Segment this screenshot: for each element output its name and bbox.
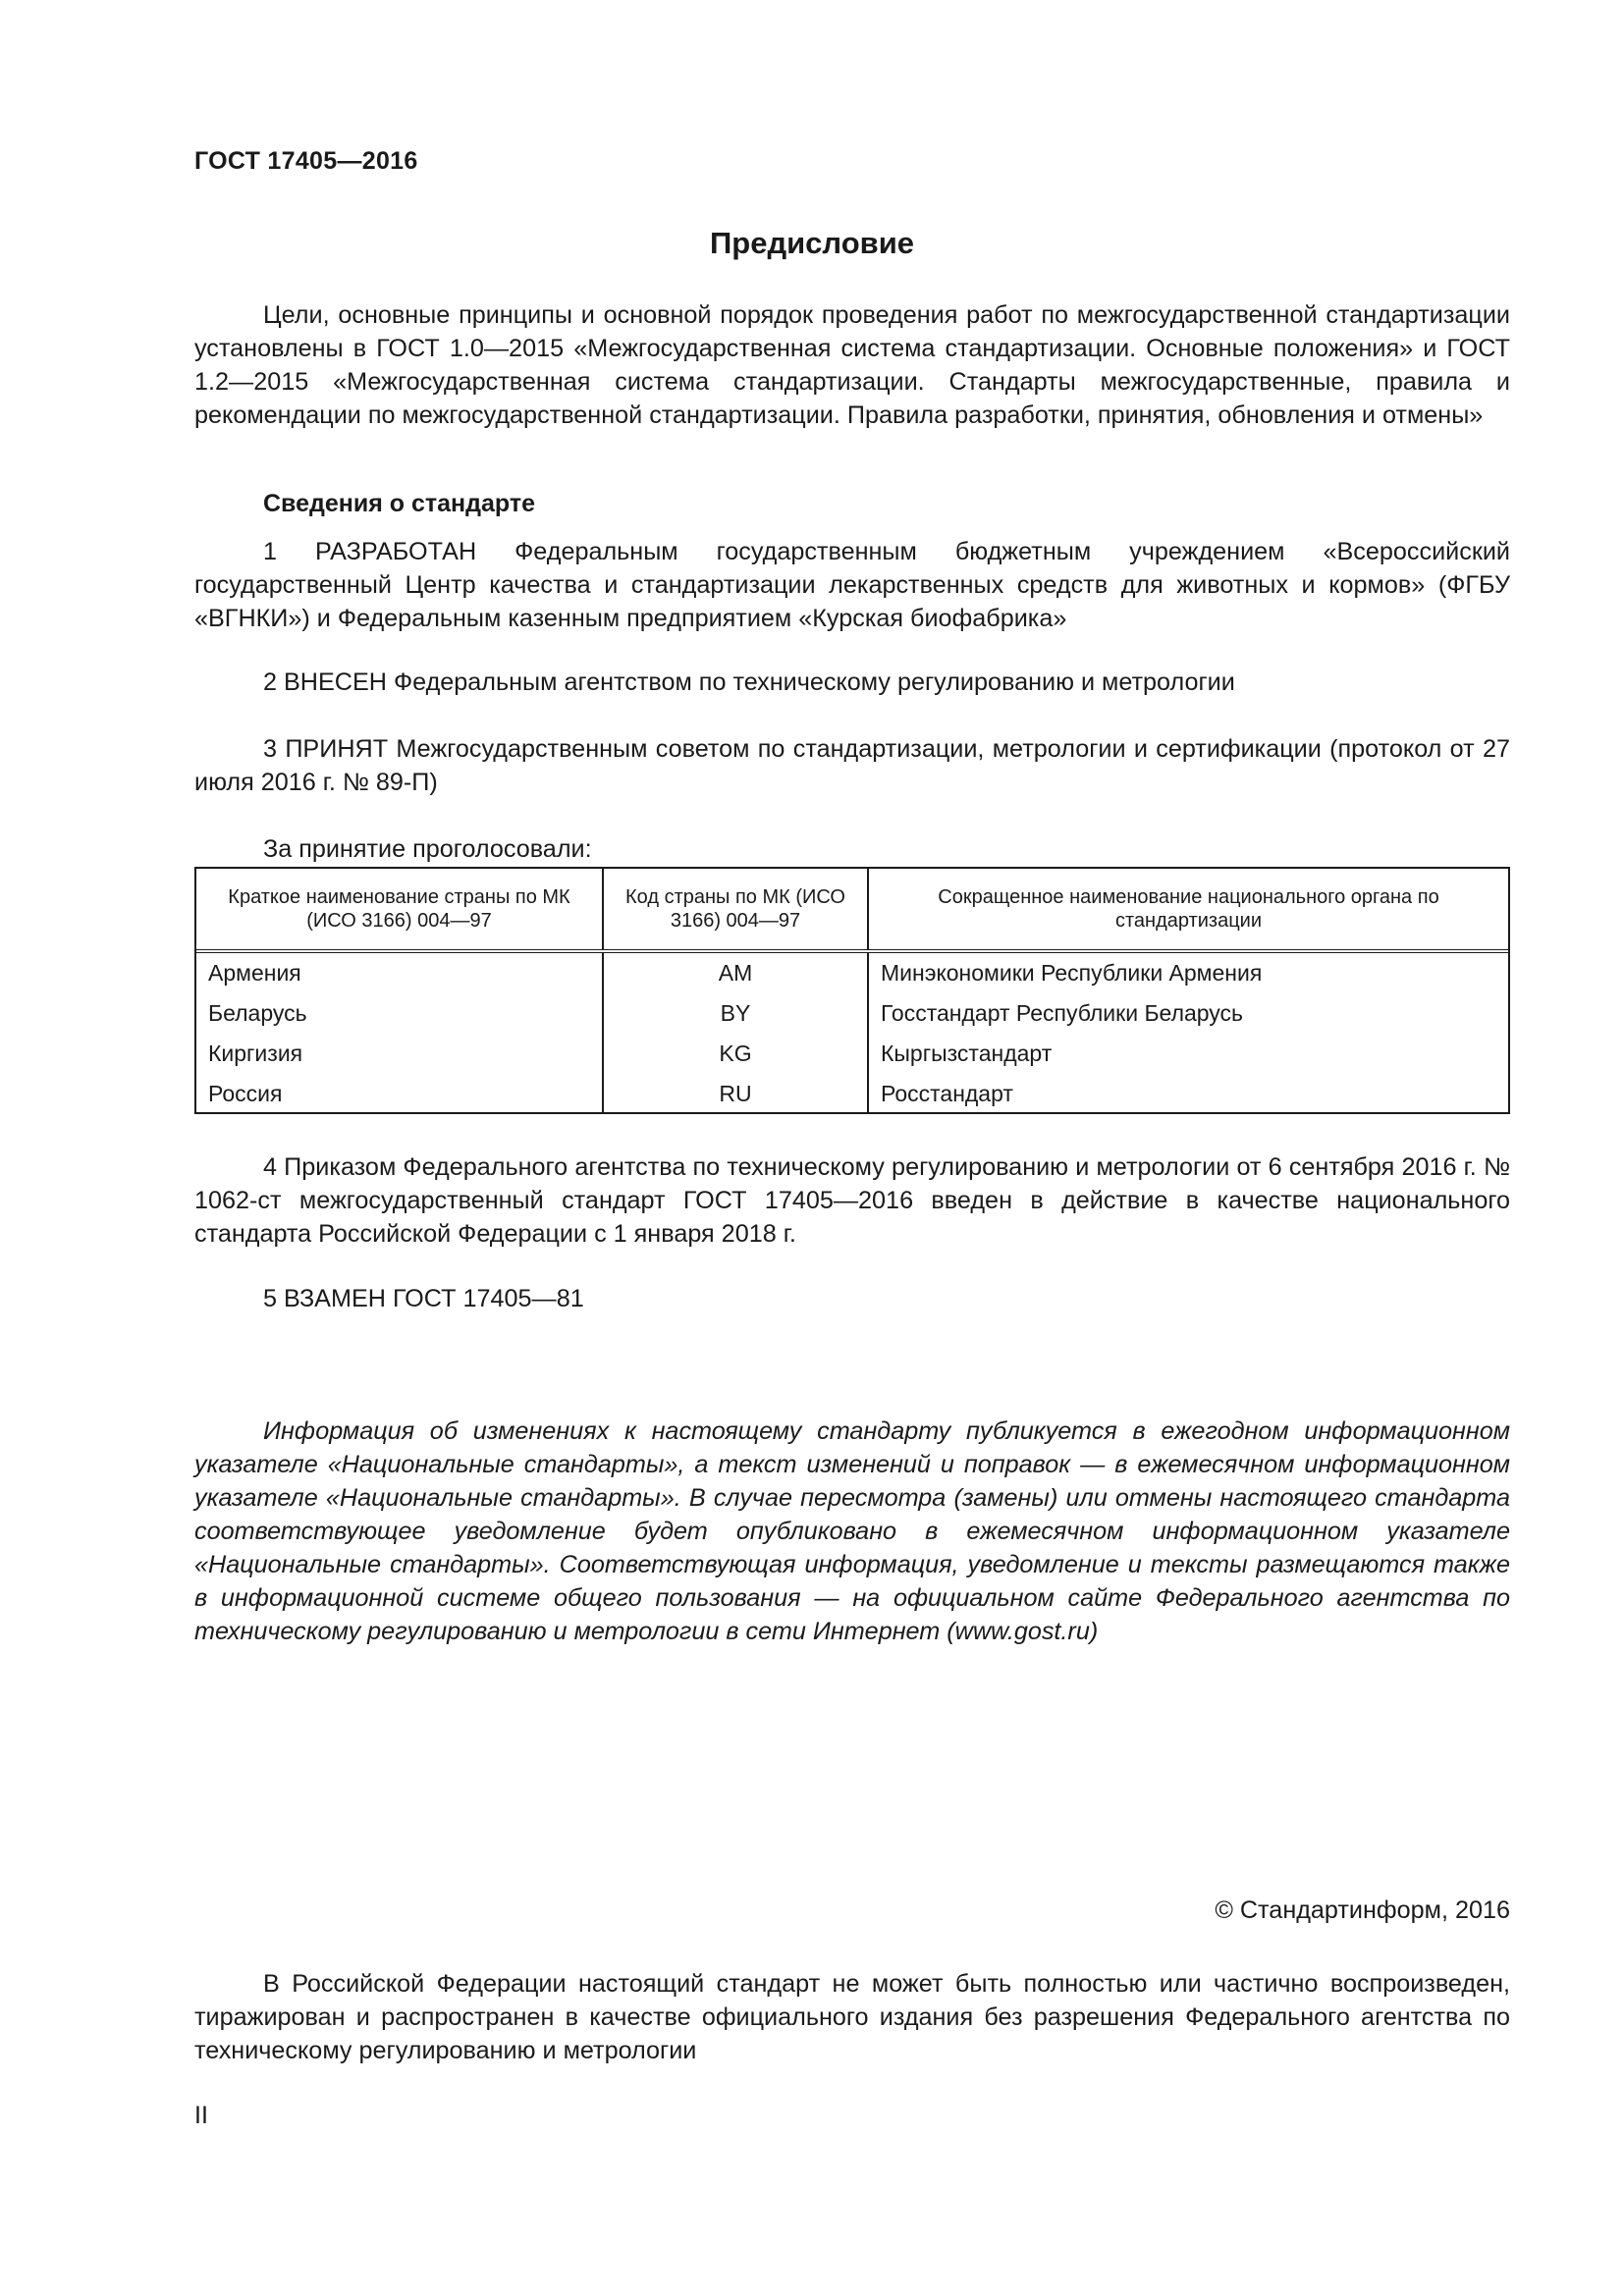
item-1-paragraph: 1 РАЗРАБОТАН Федеральным государственным бюджетным учреждением «Всероссийский государственный Центр качества и стандартизации лекарственных средств для животных и кормов» (ФГБУ «ВГНКИ») и Федеральным казенным предприятием «Курская биофабрика» [194, 538, 1510, 632]
header-national-body: Сокращенное наименование национального органа по стандартизации [938, 886, 1439, 932]
cell-code: KG [719, 1041, 752, 1066]
cell-country: Армения [208, 960, 301, 986]
document-code: ГОСТ 17405—2016 [194, 147, 418, 175]
column-country-names [196, 953, 604, 1112]
table-body [196, 953, 1508, 1112]
item-3-paragraph: 3 ПРИНЯТ Межгосударственным советом по стандартизации, метрологии и сертификации (протокол от 27 июля 2016 г. № 89-П) [194, 735, 1510, 796]
intro-paragraph: Цели, основные принципы и основной порядок проведения работ по межгосударственной стандартизации установлены в ГОСТ 1.0—2015 «Межгосударственная система стандартизации. Основные положения» и ГОСТ 1.2—2015 «Межгосударственная система стандартизации. Стандарты межгосударственные, правила и рекомендации по межгосударственной стандартизации. Правила разработки, принятия, обновления и отмены» [194, 301, 1510, 429]
reproduction-notice: В Российской Федерации настоящий стандарт не может быть полностью или частично воспроизведен, тиражирован и распространен в качестве официального издания без разрешения Федерального агентства по техническому регулированию и метрологии [194, 1970, 1510, 2064]
cell-country: Беларусь [208, 1000, 307, 1026]
cell-country: Киргизия [208, 1041, 303, 1066]
header-country-code: Код страны по МК (ИСО 3166) 004—97 [604, 869, 869, 949]
cell-code: BY [720, 1000, 751, 1026]
cell-national-body: Минэкономики Республики Армения [881, 960, 1263, 986]
cell-national-body: Росстандарт [881, 1081, 1013, 1106]
cell-code: RU [719, 1081, 752, 1106]
column-country-codes [604, 953, 869, 1112]
voted-label: За принятие проголосовали: [263, 835, 592, 863]
info-notice: Информация об изменениях к настоящему стандарту публикуется в ежегодном информационном указателе «Национальные стандарты», а текст изменений и поправок — в ежемесячном информационном указателе «Национальные стандарты». В случае пересмотра (замены) или отмены настоящего стандарта соответствующее уведомление будет опубликовано в ежемесячном информационном указателе «Национальные стандарты». Соответствующая информация, уведомление и тексты размещаются также в информационной системе общего пользования — на официальном сайте Федерального агентства по техническому регулированию и метрологии в сети Интернет (www.gost.ru) [194, 1417, 1510, 1645]
cell-national-body: Кыргызстандарт [881, 1041, 1053, 1066]
cell-country: Россия [208, 1081, 283, 1106]
item-2-paragraph: 2 ВНЕСЕН Федеральным агентством по техническому регулированию и метрологии [263, 668, 1235, 696]
page-number: II [194, 2102, 208, 2129]
item-5-paragraph: 5 ВЗАМЕН ГОСТ 17405—81 [263, 1285, 584, 1312]
cell-code: AM [718, 960, 753, 986]
votes-table [194, 867, 1510, 1114]
table-header [196, 869, 1508, 953]
page-title: Предисловие [709, 226, 914, 260]
section-title: Сведения о стандарте [263, 490, 536, 517]
item-4-paragraph: 4 Приказом Федерального агентства по техническому регулированию и метрологии от 6 сентября 2016 г. № 1062-ст межгосударственный стандарт ГОСТ 17405—2016 введен в действие в качестве национального стандарта Российской Федерации с 1 января 2018 г. [194, 1153, 1510, 1248]
column-national-bodies [869, 953, 1508, 1112]
cell-national-body: Госстандарт Республики Беларусь [881, 1000, 1244, 1026]
copyright: © Стандартинформ, 2016 [1215, 1896, 1510, 1924]
header-country-name: Краткое наименование страны по МК (ИСО 3166) 004—97 [196, 869, 604, 949]
